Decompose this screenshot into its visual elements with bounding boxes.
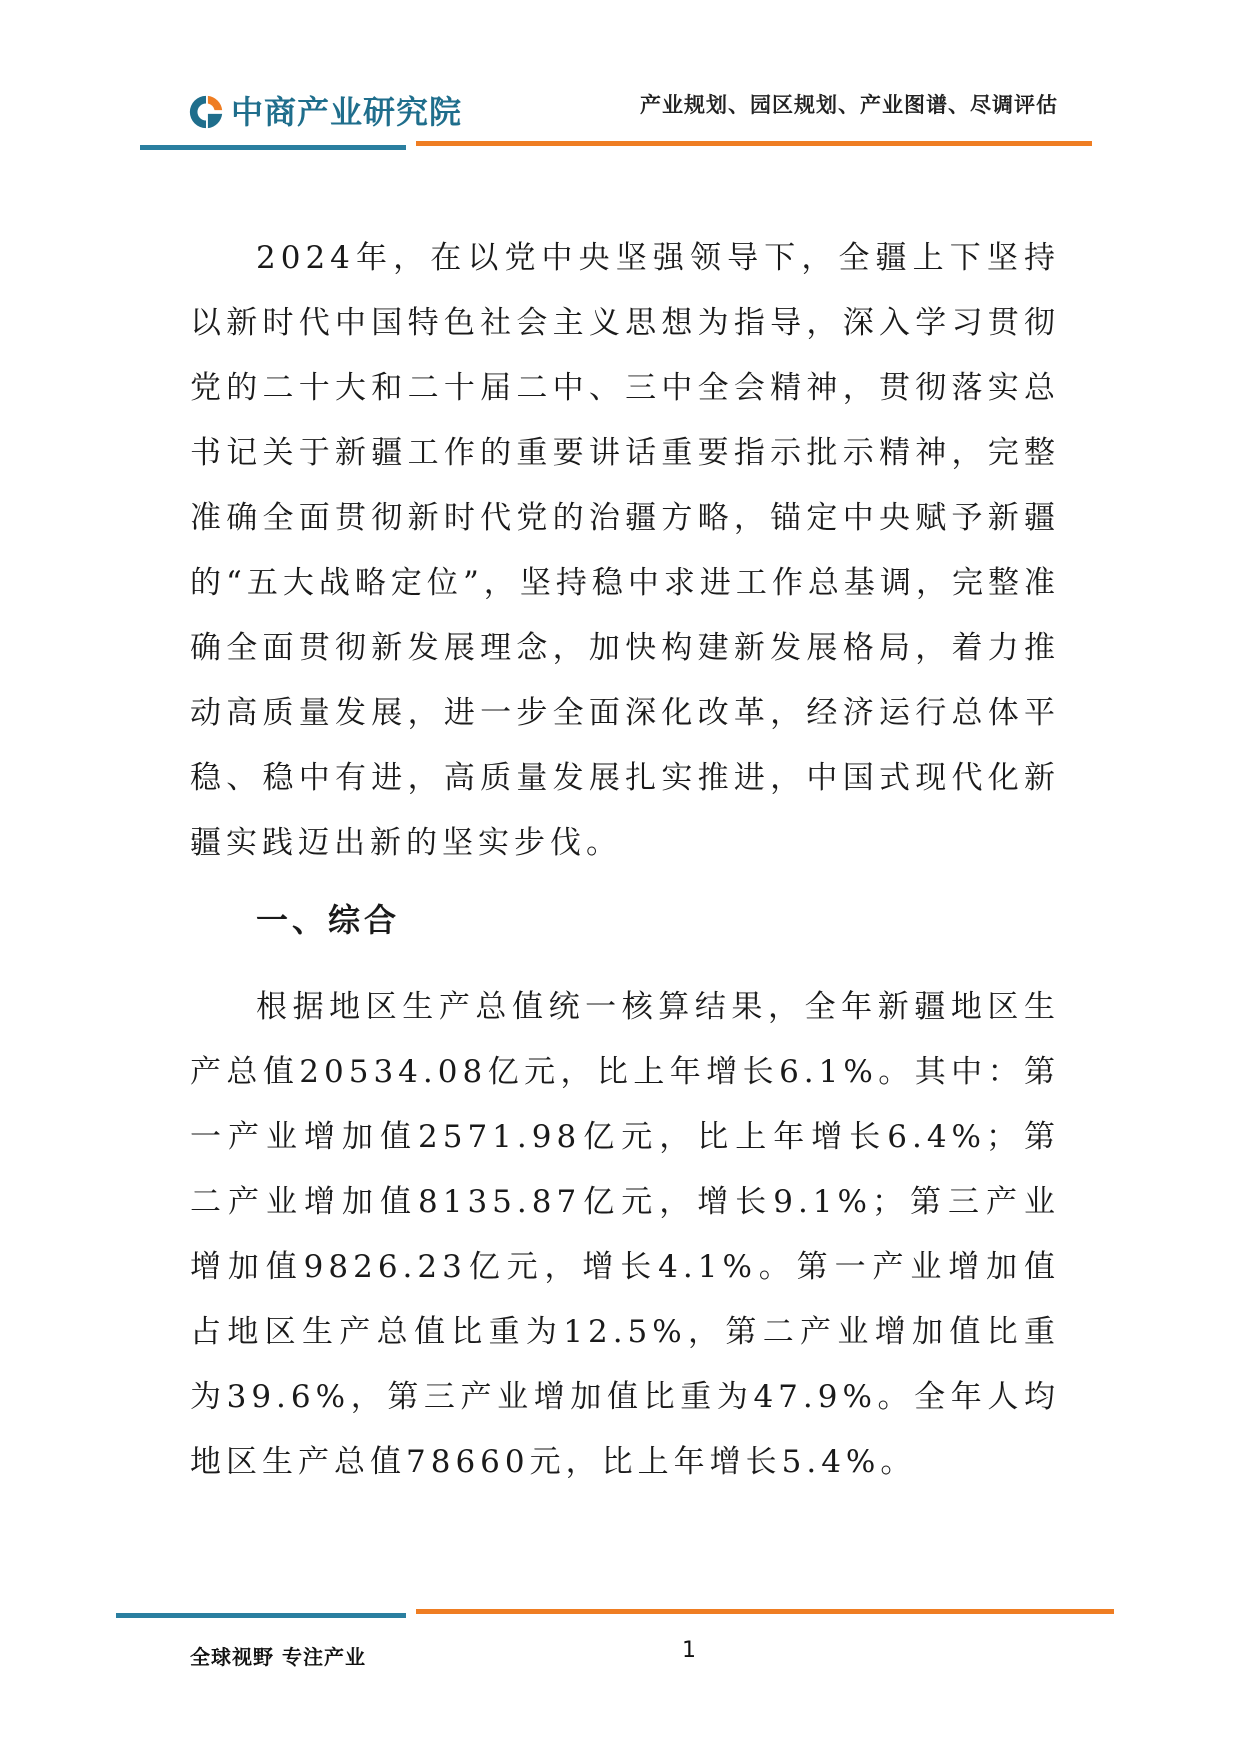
section-paragraph: 根据地区生产总值统一核算结果，全年新疆地区生产总值20534.08亿元，比上年增长6.1%。其中：第一产业增加值2571.98亿元，比上年增长6.4%；第二产业增加值8135.87亿元，增长9.1%；第三产业增加值9826.23亿元，增长4.1%。第一产业增加值占地区生产总值比重为12.5%，第二产业增加值比重为39.6%，第三产业增加值比重为47.9%。全年人均地区生产总值78660元，比上年增长5.4%。 [190, 989, 1060, 1480]
brand-name: 中商产业研究院 [231, 93, 463, 131]
header-tagline: 产业规划、园区规划、产业图谱、尽调评估 [640, 93, 1058, 117]
page-number: 1 [682, 1638, 696, 1663]
footer-rule-blue [116, 1613, 406, 1618]
footer-slogan: 全球视野 专注产业 [190, 1645, 366, 1669]
intro-paragraph: 2024年，在以党中央坚强领导下，全疆上下坚持以新时代中国特色社会主义思想为指导，深入学习贯彻党的二十大和二十届二中、三中全会精神，贯彻落实总书记关于新疆工作的重要讲话重要指示批示精神，完整准确全面贯彻新时代党的治疆方略，锚定中央赋予新疆的“五大战略定位”，坚持稳中求进工作总基调，完整准确全面贯彻新发展理念，加快构建新发展格局，着力推动高质量发展，进一步全面深化改革，经济运行总体平稳、稳中有进，高质量发展扎实推进，中国式现代化新疆实践迈出新的坚实步伐。 [190, 240, 1060, 861]
section-heading: 一、综合 [256, 901, 401, 939]
footer-rule-orange [416, 1609, 1114, 1614]
header-rule-blue [140, 145, 406, 150]
brand-logo [187, 92, 462, 132]
header-rule-orange [416, 141, 1092, 146]
brand-logo-icon [187, 93, 225, 131]
